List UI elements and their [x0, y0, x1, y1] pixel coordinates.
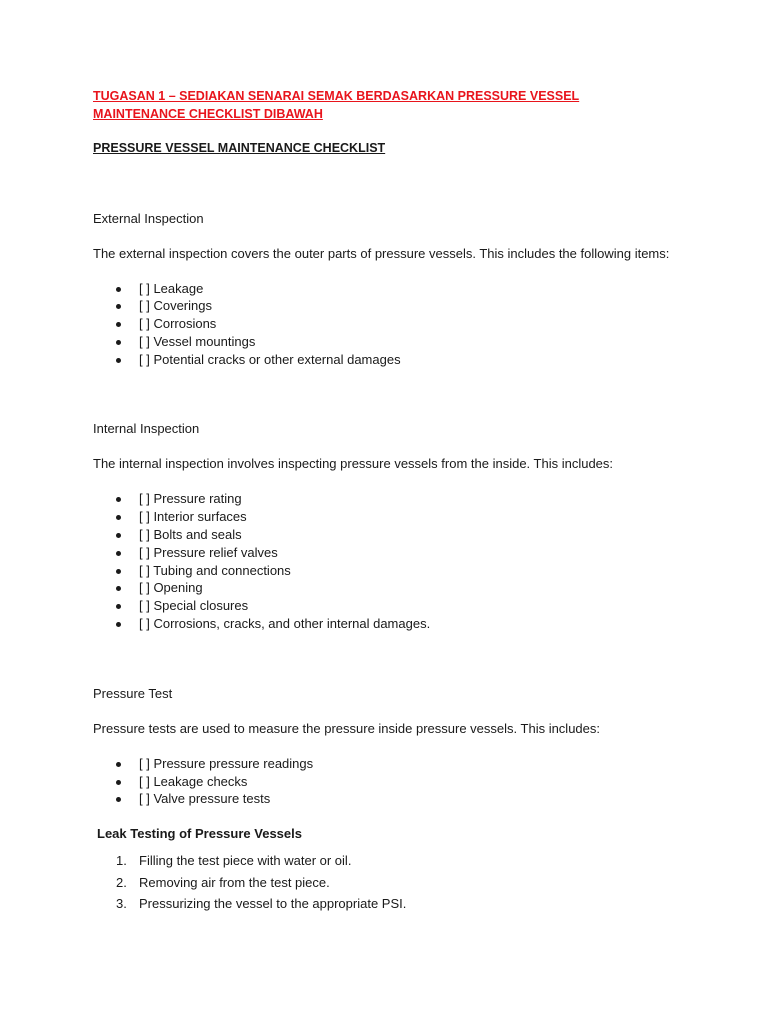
internal-inspection-list [93, 490, 693, 632]
leak-testing-heading: Leak Testing of Pressure Vessels [97, 826, 302, 842]
list-item: [ ] Corrosions [93, 315, 693, 333]
pressure-test-intro: Pressure tests are used to measure the pressure inside pressure vessels. This includes: [93, 720, 600, 736]
list-item: [ ] Pressure rating [93, 490, 693, 508]
step-number: 2. [116, 874, 127, 890]
list-item: [ ] Opening [93, 579, 693, 597]
pressure-test-heading: Pressure Test [93, 685, 173, 701]
step-item [93, 850, 693, 872]
list-item: [ ] Pressure relief valves [93, 544, 693, 562]
list-item: [ ] Pressure pressure readings [93, 755, 693, 773]
step-number: 1. [116, 853, 127, 869]
task-title [93, 88, 693, 123]
list-item: [ ] Potential cracks or other external damages [93, 351, 693, 369]
step-text: Removing air from the test piece. [139, 874, 330, 890]
list-item: [ ] Leakage [93, 280, 693, 298]
list-item: [ ] Tubing and connections [93, 562, 693, 580]
step-text: Pressurizing the vessel to the appropriate PSI. [139, 896, 407, 912]
document-title: PRESSURE VESSEL MAINTENANCE CHECKLIST [93, 141, 386, 155]
document-page [93, 88, 693, 915]
list-item: [ ] Coverings [93, 297, 693, 315]
list-item: [ ] Valve pressure tests [93, 790, 693, 808]
task-title-line-2: MAINTENANCE CHECKLIST DIBAWAH [93, 106, 323, 121]
leak-testing-steps [93, 850, 693, 915]
step-text: Filling the test piece with water or oil. [139, 853, 352, 869]
list-item: [ ] Corrosions, cracks, and other internal damages. [93, 615, 693, 633]
external-inspection-heading: External Inspection [93, 210, 204, 226]
list-item: [ ] Vessel mountings [93, 333, 693, 351]
external-inspection-list [93, 280, 693, 369]
list-item: [ ] Leakage checks [93, 773, 693, 791]
list-item: [ ] Special closures [93, 597, 693, 615]
step-number: 3. [116, 896, 127, 912]
internal-inspection-heading: Internal Inspection [93, 421, 200, 437]
list-item: [ ] Interior surfaces [93, 508, 693, 526]
step-item [93, 872, 693, 894]
task-title-line-1: TUGASAN 1 – SEDIAKAN SENARAI SEMAK BERDASARKAN PRESSURE VESSEL [93, 89, 580, 103]
step-item [93, 893, 693, 915]
pressure-test-list [93, 755, 693, 808]
external-inspection-intro: The external inspection covers the outer parts of pressure vessels. This includes the following items: [93, 245, 670, 261]
internal-inspection-intro: The internal inspection involves inspecting pressure vessels from the inside. This includes: [93, 456, 614, 472]
list-item: [ ] Bolts and seals [93, 526, 693, 544]
